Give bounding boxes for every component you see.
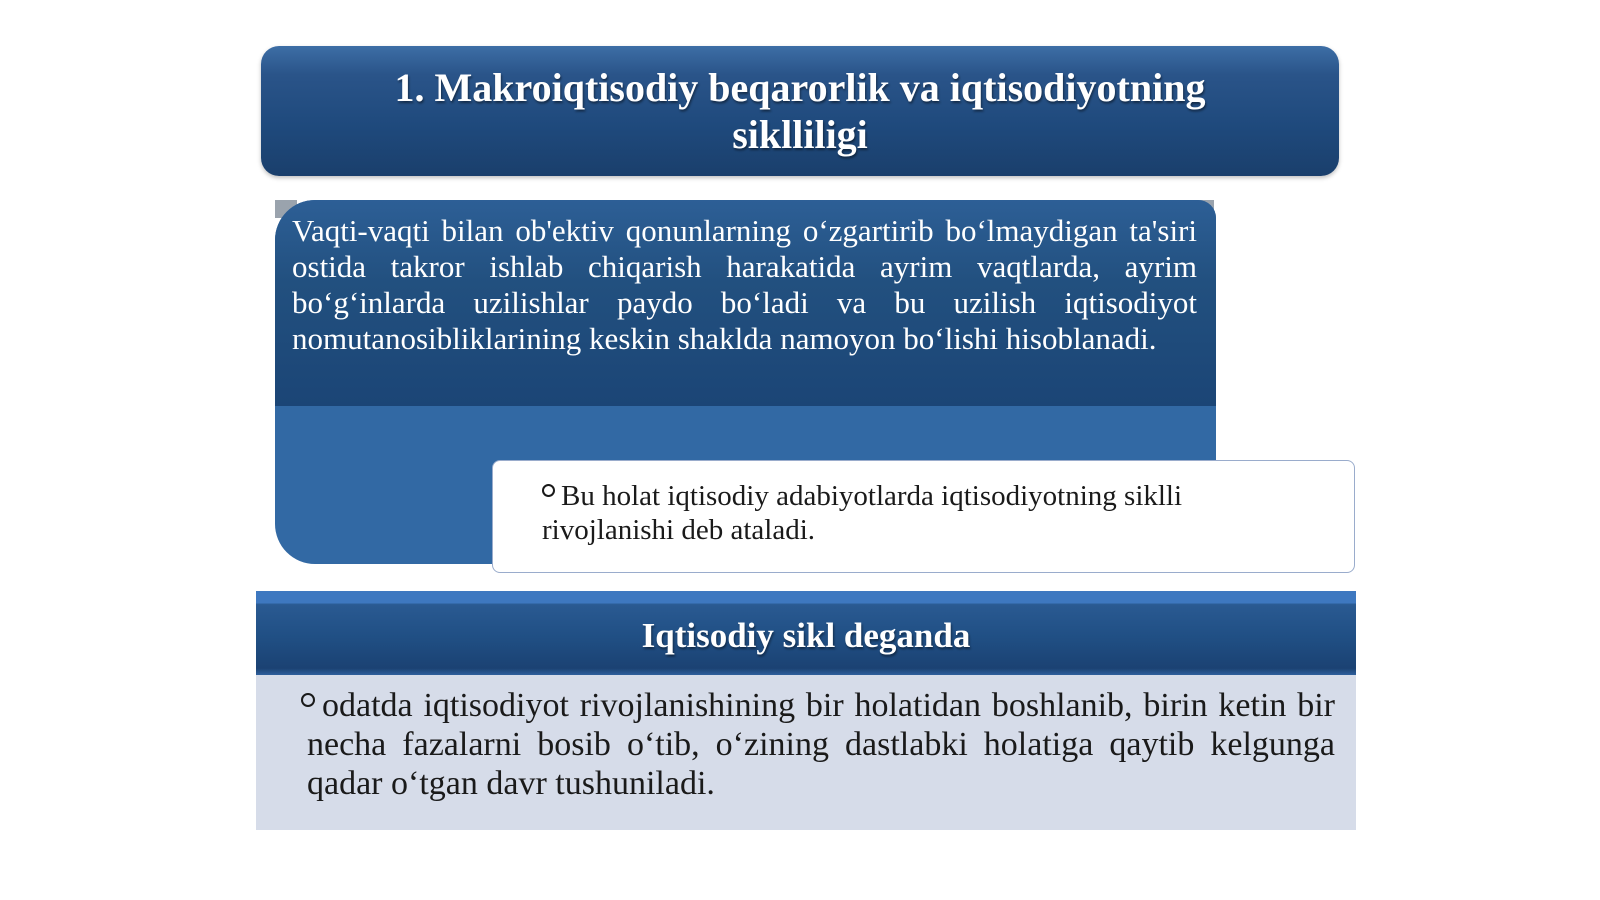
section-text: odatda iqtisodiyot rivojlanishining bir holatidan boshlanib, birin ketin bir necha fazalarni bosib o‘tib, o‘zining dastlabki holatiga qaytib kelgunga qadar o‘tgan davr tushuniladi. (307, 687, 1335, 802)
note-box (492, 460, 1355, 573)
section-paragraph (307, 686, 1335, 803)
bullet-circle-icon (301, 693, 315, 707)
note-paragraph (542, 479, 1262, 547)
section-body (256, 675, 1356, 830)
section-header (256, 591, 1356, 675)
note-text: Bu holat iqtisodiy adabiyotlarda iqtisodiyotning siklli rivojlanishi deb ataladi. (542, 480, 1183, 546)
bullet-circle-icon (542, 484, 555, 497)
title-banner (261, 46, 1339, 176)
page-title: 1. Makroiqtisodiy beqarorlik va iqtisodiyotning siklliligi (394, 65, 1206, 157)
section-title: Iqtisodiy sikl deganda (641, 616, 971, 655)
definition-text: Vaqti-vaqti bilan ob'ektiv qonunlarning o‘zgartirib bo‘lmaydigan ta'siri ostida takror ishlab chiqarish harakatida ayrim vaqtlarda, ayrim bo‘g‘inlarda uzilishlar paydo bo‘ladi va bu uzilish iqtisodiyot nomutanosibliklarining keskin shaklda namoyon bo‘lishi hisoblanadi. (292, 213, 1197, 356)
